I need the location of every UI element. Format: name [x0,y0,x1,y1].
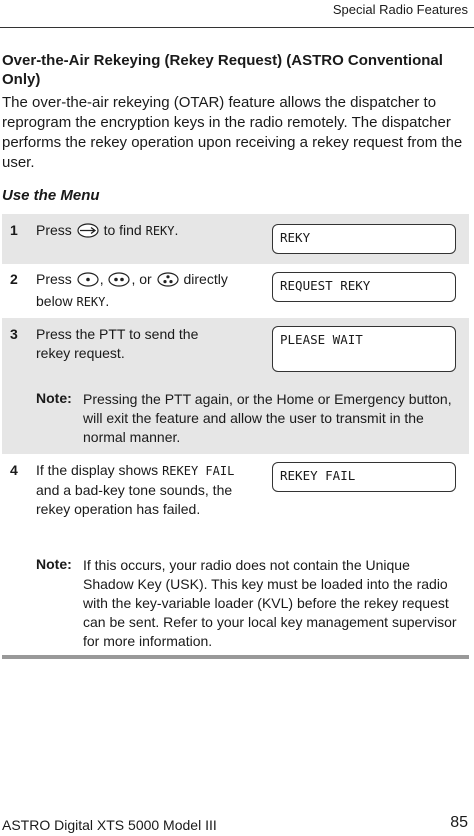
step-2-display-word: REKY [76,295,106,309]
intro-paragraph: The over-the-air rekeying (OTAR) feature allows the dispatcher to reprogram the encryption keys in the radio remotely. The dispatcher performs the rekey operation upon receiving a rekey request from the user. [2,94,463,171]
final-note-text: If this occurs, your radio does not contain the Unique Shadow Key (USK). This key must be loaded into the radio with the key-variable loader (KVL) before the rekey request can be sent. Refer to your local key management supervisor for more information. [83,557,457,649]
step-1-text-after: . [174,222,179,238]
section-title: Over-the-Air Rekeying (Rekey Request) (ASTRO Conventional Only) [2,52,443,88]
step-3-note-text: Pressing the PTT again, or the Home or Emergency button, will exit the feature and allow the user to transmit in the normal manner. [83,391,452,445]
step-1-display-word: REKY [145,224,175,238]
step-1-instruction [36,221,256,243]
step-3-note-label: Note: [36,390,72,406]
menu-select-one-dot-icon [77,272,99,292]
step-2-display-screen: REQUEST REKY [272,272,456,302]
section-end-rule [2,655,469,659]
step-4-instruction [36,461,256,519]
step-3-instruction: Press the PTT to send the rekey request. [36,326,199,361]
step-4-number: 4 [10,462,18,478]
step-3-display-screen: PLEASE WAIT [272,326,456,372]
step-2-text-before: Press [36,271,72,287]
page-number: 85 [450,814,468,831]
step-2-number: 2 [10,271,18,287]
step-2-end: . [105,293,110,309]
step-2-instruction [36,270,256,312]
step-4-text-after: and a bad-key tone sounds, the rekey operation has failed. [36,482,233,517]
footer-manual-title: ASTRO Digital XTS 5000 Model III [2,817,217,833]
step-1-text-before: Press [36,222,72,238]
step-4-text-before: If the display shows [36,462,159,478]
menu-select-three-dot-icon [157,272,179,292]
step-1-display-screen: REKY [272,224,456,254]
step-1-number: 1 [10,222,18,238]
step-2-sep-2: , or [131,271,152,287]
step-3-number: 3 [10,326,18,342]
running-header: Special Radio Features [332,2,468,17]
step-4-display-screen: REKEY FAIL [272,462,456,492]
menu-select-two-dot-icon [108,272,130,292]
header-rule [0,27,474,28]
final-note-label: Note: [36,556,72,572]
step-4-display-word: REKEY FAIL [162,464,235,478]
step-2-text-after: directly below [36,271,228,309]
scroll-right-button-icon [77,223,99,243]
subsection-title: Use the Menu [2,187,100,204]
step-1-text-mid: to find [103,222,142,238]
step-2-sep-1: , [99,271,104,287]
